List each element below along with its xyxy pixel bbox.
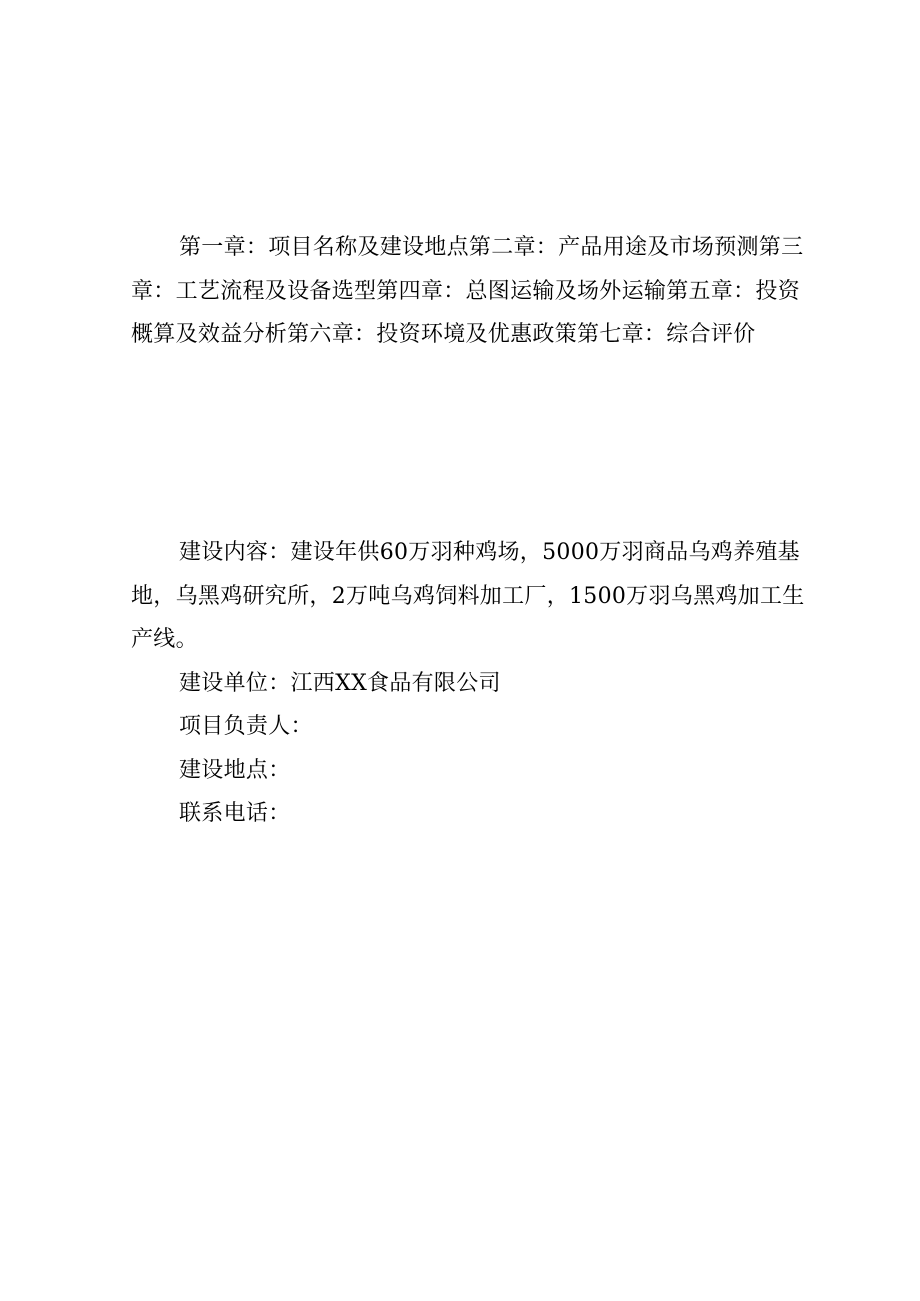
project-info [131,531,811,836]
construction-location: 建设地点： [179,757,291,783]
contact-phone: 联系电话： [179,801,291,826]
construction-content: 建设内容：建设年供60万羽种鸡场，5000万羽商品乌鸡养殖基地，乌黑鸡研究所，2万吨乌鸡饲料加工厂，1500万羽乌黑鸡加工生产线。 [131,540,805,652]
project-leader: 项目负责人： [179,714,313,739]
toc-paragraph: 第一章：项目名称及建设地点第二章：产品用途及市场预测第三章：工艺流程及设备选型第四章：总图运输及场外运输第五章：投资概算及效益分析第六章：投资环境及优惠政策第七章：综合评价 [131,235,804,347]
construction-unit: 建设单位：江西XX食品有限公司 [179,670,501,696]
table-of-contents [131,226,811,357]
